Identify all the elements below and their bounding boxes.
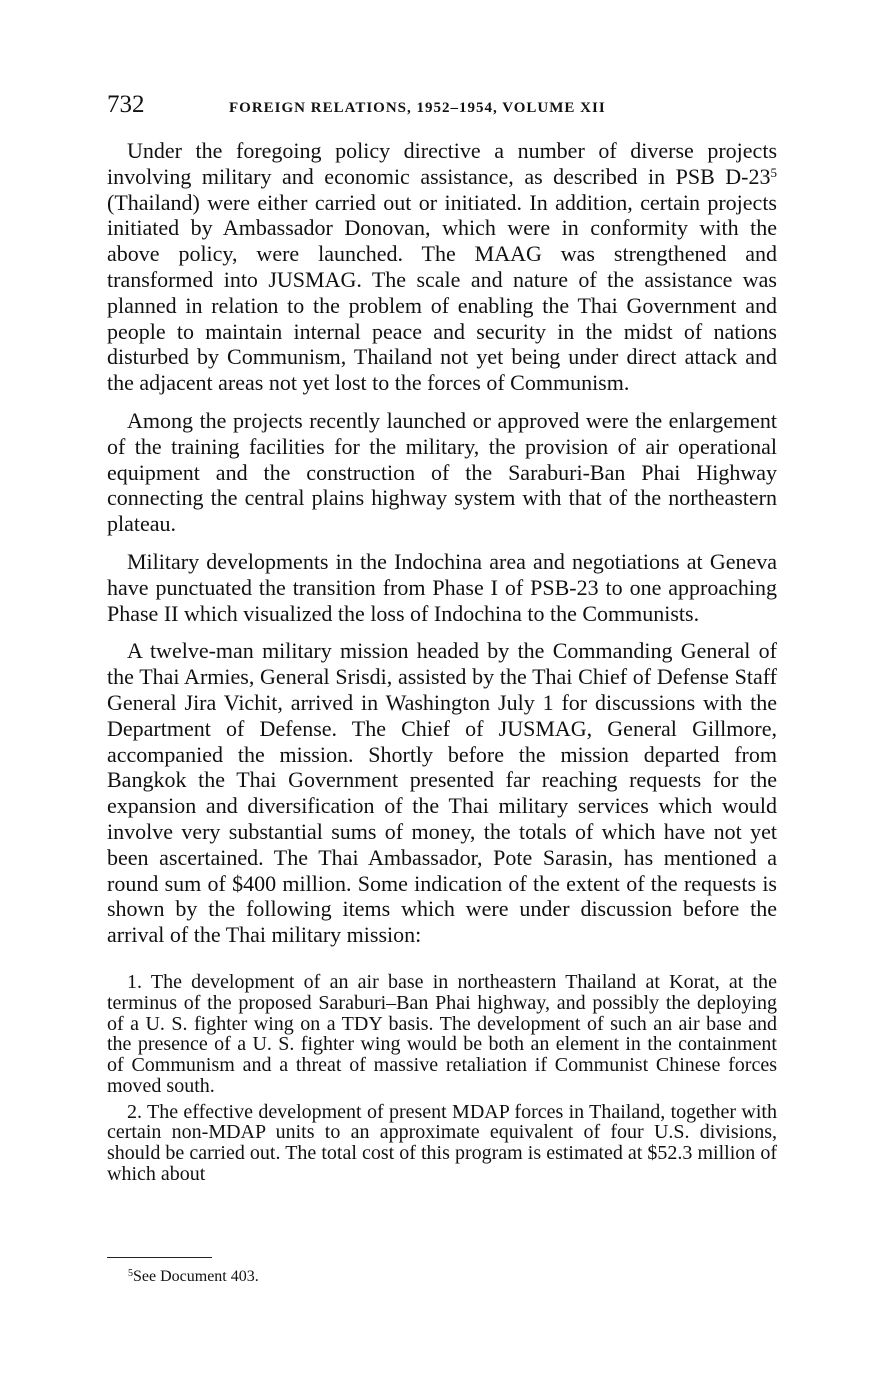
list-item-1: 1. The development of an air base in northeastern Thailand at Korat, at the terminus of the proposed Saraburi–Ban Phai highway, and possibly the deploying of a U. S. fighter wing on a TDY basis. The development of such an air base and the presence of a U. S. fighter wing would be both an element in the containment of Communism and a threat of massive retaliation if Communist Chinese forces moved south.: [107, 970, 777, 1097]
list-item-2: 2. The effective development of present MDAP forces in Thailand, together with certain non-MDAP units to an approximate equivalent of four U.S. divisions, should be carried out. The total cost of this program is estimated at $52.3 million of which about: [107, 1100, 777, 1186]
paragraph-4: A twelve-man military mission headed by the Commanding General of the Thai Armies, General Srisdi, assisted by the Thai Chief of Defense Staff General Jira Vichit, arrived in Washington July 1 for discussions with the Department of Defense. The Chief of JUSMAG, General Gillmore, accompanied the mission. Shortly before the mission departed from Bangkok the Thai Government presented far reaching requests for the expansion and diversification of the Thai military services which would involve very substantial sums of money, the totals of which have not yet been ascertained. The Thai Ambassador, Pote Sarasin, has mentioned a round sum of $400 million. Some indication of the extent of the requests is shown by the following items which were under discussion before the arrival of the Thai military mission:: [107, 638, 777, 948]
footnote-text: See Document 403.: [133, 1268, 259, 1285]
paragraph-2: Among the projects recently launched or approved were the enlargement of the training facilities for the military, the provision of air operational equipment and the construction of the Saraburi-Ban Phai Highway connecting the central plains highway system with that of the northeastern plateau.: [107, 407, 777, 537]
page-number: 732: [107, 91, 145, 118]
footnote: [128, 1266, 259, 1288]
running-title: FOREIGN RELATIONS, 1952–1954, VOLUME XII: [229, 100, 606, 116]
numbered-list: [107, 972, 777, 1185]
paragraph-1: [107, 138, 777, 396]
paragraph-1-text-end: (Thailand) were either carried out or initiated. In addition, certain projects initiated by Ambassador Donovan, which were in conformity with the above policy, were launched. The MAAG was strengthened and transformed into JUSMAG. The scale and nature of the assistance was planned in relation to the problem of enabling the Thai Government and people to maintain internal peace and security in the midst of nations disturbed by Communism, Thailand not yet being under direct attack and the adjacent areas not yet lost to the forces of Communism.: [107, 189, 777, 396]
body-text: [107, 138, 777, 1190]
footnote-divider: [107, 1257, 212, 1258]
paragraph-3: Military developments in the Indochina area and negotiations at Geneva have punctuated the transition from Phase I of PSB-23 to one approaching Phase II which visualized the loss of Indochina to the Communists.: [107, 548, 777, 626]
paragraph-1-text-start: Under the foregoing policy directive a number of diverse projects involving military and economic assistance, as described in PSB D-23: [107, 138, 777, 189]
page-header: [107, 88, 777, 128]
footnote-reference[interactable]: 5: [770, 164, 777, 180]
footnote-marker: 5: [128, 1268, 133, 1279]
